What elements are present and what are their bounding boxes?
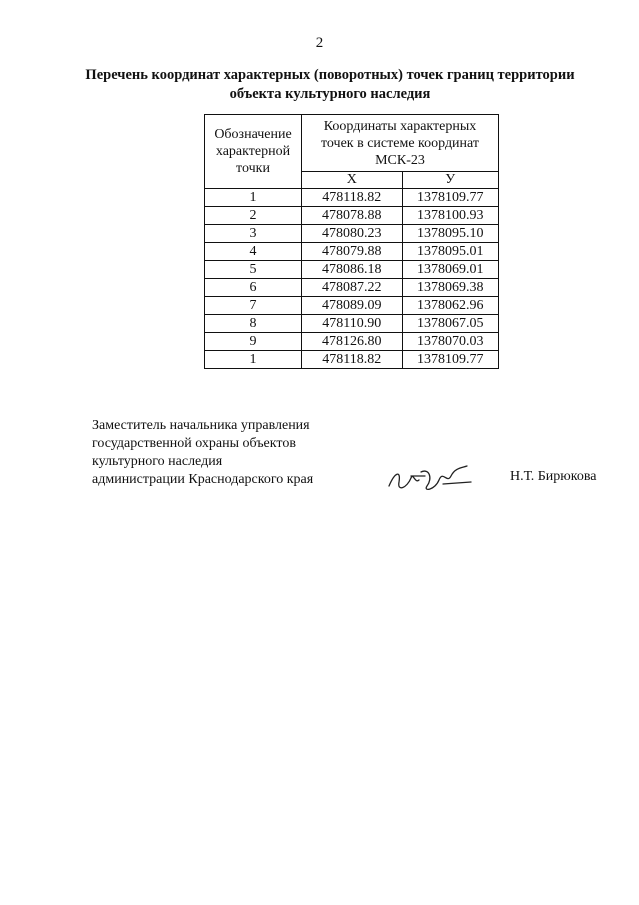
header-point-line-1: Обозначение — [214, 127, 292, 142]
y-cell: 1378109.77 — [402, 351, 498, 369]
point-cell: 8 — [205, 315, 302, 333]
header-point-line-2: характерной — [215, 144, 291, 159]
table-row — [205, 261, 499, 279]
table-row — [205, 243, 499, 261]
y-cell: 1378095.10 — [402, 225, 498, 243]
header-coords-line-3: МСК-23 — [375, 152, 425, 168]
x-cell: 478086.18 — [302, 261, 403, 279]
table-row — [205, 207, 499, 225]
table-row — [205, 351, 499, 369]
y-cell: 1378095.01 — [402, 243, 498, 261]
position-line-3: культурного наследия — [92, 454, 223, 469]
point-cell: 5 — [205, 261, 302, 279]
header-coords-line-2: точек в системе координат — [320, 135, 480, 151]
position-line-1: Заместитель начальника управления — [92, 418, 310, 433]
x-cell: 478089.09 — [302, 297, 403, 315]
point-cell: 1 — [205, 351, 302, 369]
point-cell: 6 — [205, 279, 302, 297]
point-cell: 4 — [205, 243, 302, 261]
table-body — [205, 189, 499, 369]
position-line-4: администрации Краснодарского края — [92, 472, 314, 487]
y-cell: 1378067.05 — [402, 315, 498, 333]
point-cell: 7 — [205, 297, 302, 315]
header-coords-line-1: Координаты характерных — [323, 118, 477, 134]
header-point-line-3: точки — [236, 161, 270, 176]
table-row — [205, 297, 499, 315]
header-y: У — [402, 172, 498, 189]
point-cell: 1 — [205, 189, 302, 207]
title-line-1: Перечень координат характерных (поворотных) точек границ территории — [85, 67, 575, 83]
y-cell: 1378069.38 — [402, 279, 498, 297]
header-point-designation — [205, 115, 302, 189]
x-cell: 478110.90 — [302, 315, 403, 333]
x-cell: 478087.22 — [302, 279, 403, 297]
point-cell: 2 — [205, 207, 302, 225]
x-cell: 478118.82 — [302, 351, 403, 369]
table-row — [205, 225, 499, 243]
table-row — [205, 279, 499, 297]
table-row — [205, 315, 499, 333]
y-cell: 1378109.77 — [402, 189, 498, 207]
handwritten-signature — [385, 462, 475, 498]
y-cell: 1378069.01 — [402, 261, 498, 279]
x-cell: 478126.80 — [302, 333, 403, 351]
y-cell: 1378100.93 — [402, 207, 498, 225]
table-row — [205, 189, 499, 207]
point-cell: 9 — [205, 333, 302, 351]
signatory-position — [92, 417, 352, 489]
table-row — [205, 333, 499, 351]
x-cell: 478079.88 — [302, 243, 403, 261]
point-cell: 3 — [205, 225, 302, 243]
header-coordinates — [302, 115, 499, 172]
position-line-2: государственной охраны объектов — [92, 436, 296, 451]
y-cell: 1378062.96 — [402, 297, 498, 315]
document-title — [60, 66, 600, 104]
y-cell: 1378070.03 — [402, 333, 498, 351]
page-number: 2 — [315, 35, 324, 51]
title-line-2: объекта культурного наследия — [229, 86, 431, 102]
x-cell: 478078.88 — [302, 207, 403, 225]
header-x: X — [302, 172, 403, 189]
x-cell: 478118.82 — [302, 189, 403, 207]
signer-name: Н.Т. Бирюкова — [510, 469, 597, 484]
coordinates-table — [204, 114, 499, 369]
x-cell: 478080.23 — [302, 225, 403, 243]
